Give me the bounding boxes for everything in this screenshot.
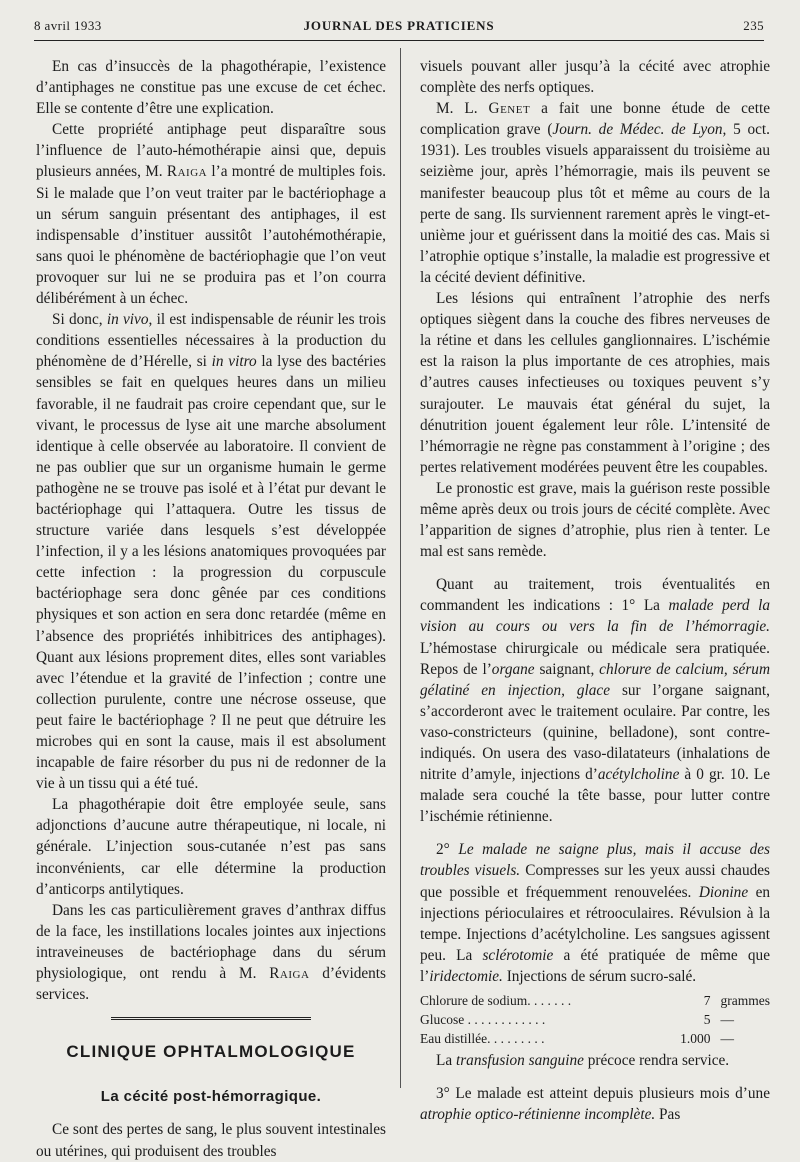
prescription-table: [420, 991, 770, 1048]
section-divider: [111, 1017, 311, 1023]
page-number: 235: [743, 18, 764, 33]
paragraph: Dans les cas particulièrement graves d’anthrax diffus de la face, les instillations locales jointes aux injections intraveineuses de bactériophage dans du sérum physiologique, ont rendu à M. Raiga d’évidents services.: [36, 901, 386, 1004]
paragraph: Les lésions qui entraînent l’atrophie des nerfs optiques siègent dans la couche des fibres nerveuses de la rétine et dans les cellules ganglionnaires. L’ischémie est la raison la plus importante de ces atrophies, mais d’autres causes infectieuses ou toxiques peuvent s’y surajouter. Le mauvais état général du sujet, la dénutrition jouent également leur rôle. L’intensité de l’hémorragie ne règne pas constamment à l’origine ; des pertes relativement modérées peuvent être les coupables.: [420, 290, 770, 476]
paragraph: visuels pouvant aller jusqu’à la cécité avec atrophie complète des nerfs optiques.: [420, 58, 770, 97]
paragraph: M. L. Genet a fait une bonne étude de cette complication grave (Journ. de Médec. de Lyon, 5 oct. 1931). Les troubles visuels apparaissent du troisième au seizième jour, après l’hémorragie, mais ils peuvent se manifester beaucoup plus tôt et même au cours de la perte de sang. Ils surviennent rarement après le vingt-et-unième jour et guérissent dans la moitié des cas. Mais si l’atrophie optique s’installe, la maladie est progressive et la cécité devient définitive.: [420, 100, 770, 286]
right-column: [420, 56, 770, 1125]
article-title: La cécité post-hémorragique.: [100, 1088, 322, 1106]
author-name: Raiga: [166, 163, 208, 181]
citation: Journ. de Médec. de Lyon,: [552, 121, 727, 139]
paragraph: Ce sont des pertes de sang, le plus souvent intestinales ou utérines, qui produisent des troubles: [36, 1121, 386, 1160]
paragraph: 3° Le malade est atteint depuis plusieurs mois d’une atrophie optico-rétinienne incomplète. Pas: [420, 1085, 770, 1124]
paragraph: Si donc, in vivo, il est indispensable de réunir les trois conditions essentielles nécessaires à la production du phénomène de d’Hérelle, si in vitro la lyse des bactéries sensibles se fait en quelques heures dans un milieu favorable, il ne faudrait pas croire cependant que, sur le vivant, le processus de lyse ait une marche absolument identique à celle observée au laboratoire. Il convient de ne pas oublier que sur un organisme humain le germe pathogène ne se trouve pas isolé et à l’état pur devant le bactériophage qui l’attaquera. Outre les tissus de structure variée dans lesquels s’est développée l’infection, il y a les lésions anatomiques provoquées par cette infection : la progression du corpuscule bactériophage sera donc gênée par ces conditions physiques et son action en sera donc retardée (même en l’absence des propriétés inhibitrices des antiphages). Quant aux lésions proprement dites, elles sont variables avec l’étendue et la gravité de l’infection ; contre une collection purulente, contre une nécrose osseuse, que peut faire le bactériophage ? Il ne peut que détruire les microbes qui en sont la cause, mais il est absolument incapable de faire résorber du pus ni de redonner de la vie à un tissu qui a été tué.: [36, 311, 387, 793]
issue-date: 8 avril 1933: [34, 18, 102, 33]
paragraph: Cette propriété antiphage peut disparaître sous l’influence de l’auto-hémothérapie ainsi que, depuis plusieurs années, M. Raiga l’a montré de multiples fois. Si le malade que l’on veut traiter par le bactériophage a un sérum sanguin présentant des antiphages, il est indispensable d’instituer aussitôt l’autohémothérapie, sans quoi le phénomène de bactériophagie que l’on veut provoquer sur lui ne se produira pas et l’on courra délibérément à un échec.: [36, 121, 386, 308]
table-row: Chlorure de sodium. . . . . . . 7 grammes: [420, 993, 770, 1009]
paragraph: 2° Le malade ne saigne plus, mais il accuse des troubles visuels. Compresses sur les yeux aussi chaudes que possible et fréquemment renouvelées. Dionine en injections périoculaires et rétrooculaires. Révulsion à la tempe. Injections d’acétylcholine. Les sangsues agissent peu. La sclérotomie a été pratiquée de même que l’iridectomie. Injections de sérum sucro-salé.: [420, 841, 771, 985]
paragraph: La transfusion sanguine précoce rendra service.: [436, 1052, 730, 1070]
table-row: Glucose . . . . . . . . . . . . 5 —: [420, 1012, 734, 1028]
author-name: Raiga: [269, 965, 310, 983]
table-row: Eau distillée. . . . . . . . . 1.000 —: [420, 1031, 734, 1047]
paragraph: En cas d’insuccès de la phagothérapie, l’existence d’antiphages ne constitue pas une excuse de cet échec. Elle se contente d’être une explication.: [36, 58, 386, 118]
column-divider: [400, 48, 401, 1088]
paragraph: Quant au traitement, trois éventualités en commandent les indications : 1° La malade perd la vision au cours ou vers la fin de l’hémorragie. L’hémostase chirurgicale ou médicale sera pratiquée. Repos de l’organe saignant, chlorure de calcium, sérum gélatiné en injection, glace sur l’organe saignant, s’accorderont avec le traitement oculaire. Par contre, les vaso-constricteurs (quinine, belladone), sont contre-indiqués. On usera des vaso-dilatateurs (inhalations de nitrite d’amyle, injections d’acétylcholine à 0 gr. 10. Le malade sera couché la tête basse, pour lutter contre l’ischémie rétinienne.: [420, 576, 771, 826]
paragraph: La phagothérapie doit être employée seule, sans adjonctions d’aucune autre thérapeutique, ni locale, ni générale. L’injection sous-cutanée n’est pas sans inconvénients, car elle détermine la production d’anticorps antilytiques.: [36, 796, 386, 898]
section-title: CLINIQUE OPHTALMOLOGIQUE: [66, 1042, 356, 1062]
page-header: [34, 14, 764, 41]
author-name: Genet: [488, 100, 531, 118]
left-column: [36, 56, 386, 1162]
paragraph: Le pronostic est grave, mais la guérison reste possible même après deux ou trois jours de cécité complète. Avec l’apparition de signes d’atrophie, plus rien à tenter. Le mal est sans remède.: [420, 479, 770, 561]
journal-title: JOURNAL DES PRATICIENS: [303, 18, 495, 33]
